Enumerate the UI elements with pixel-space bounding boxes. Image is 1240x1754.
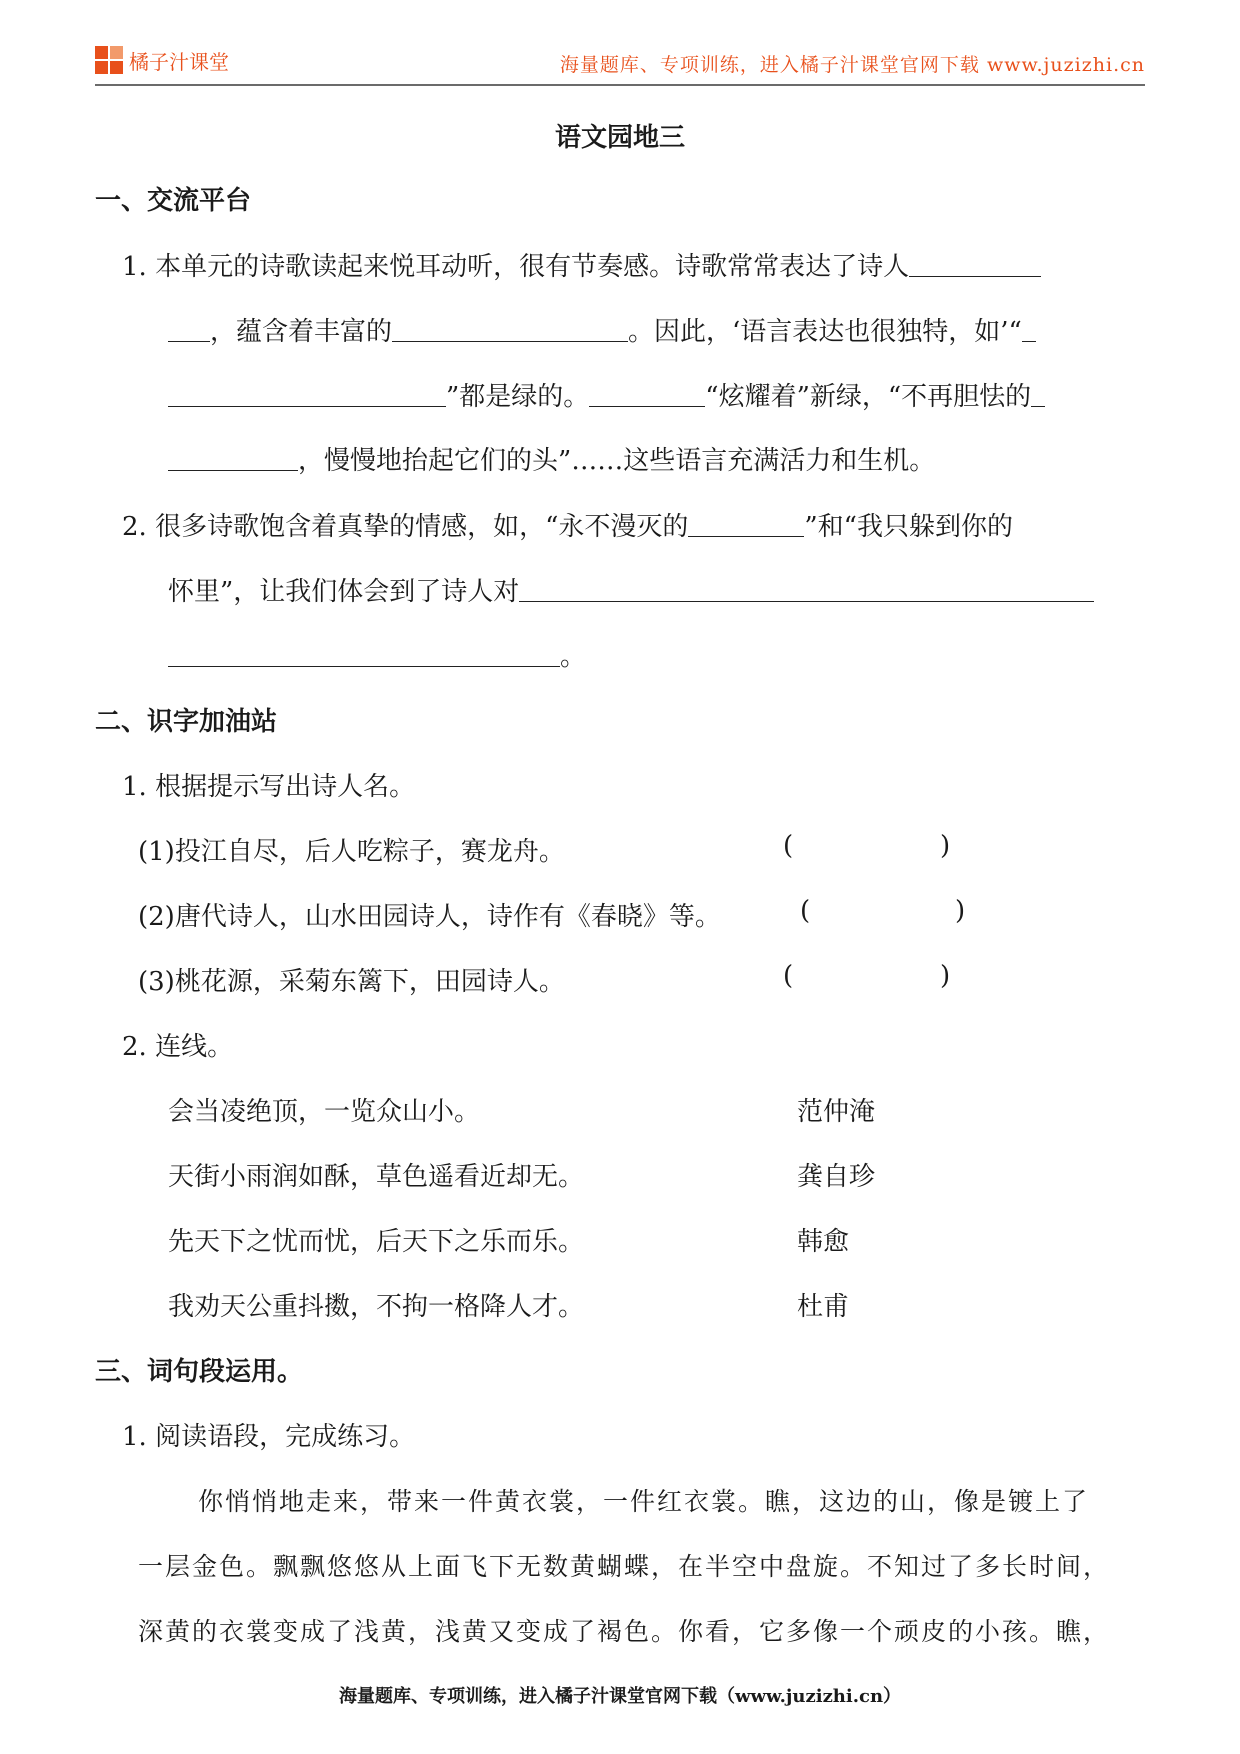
header-slogan[interactable]: 海量题库、专项训练，进入橘子汁课堂官网下载 www.juzizhi.cn xyxy=(559,54,1145,76)
prompt-item-2: (2)唐代诗人，山水田园诗人，诗作有《春晓》等。 xyxy=(138,902,721,932)
answer-blank[interactable] xyxy=(1031,380,1045,407)
question-text: ，慢慢地抬起它们的头”……这些语言充满活力和生机。 xyxy=(298,446,936,476)
poet-name[interactable]: 龚自珍 xyxy=(797,1162,876,1192)
question-2-line-2 xyxy=(168,571,1094,608)
answer-blank[interactable] xyxy=(168,315,210,342)
question-label: 1. 根据提示写出诗人名。 xyxy=(122,772,416,802)
question-text: 。 xyxy=(560,642,587,672)
poem-line[interactable]: 会当凌绝顶，一览众山小。 xyxy=(168,1097,481,1127)
question-label: 1. 阅读语段，完成练习。 xyxy=(122,1422,416,1452)
question-1-line-3 xyxy=(168,376,1045,413)
answer-blank[interactable] xyxy=(168,640,560,667)
question-text: ”和“我只躲到你的 xyxy=(804,512,1013,542)
logo-icon xyxy=(95,46,123,74)
prompt-item-1: (1)投江自尽，后人吃粽子，赛龙舟。 xyxy=(138,837,565,867)
answer-blank[interactable] xyxy=(688,510,804,537)
question-text: 1. 本单元的诗歌读起来悦耳动听，很有节奏感。诗歌常常表达了诗人 xyxy=(122,252,910,282)
poem-line[interactable]: 先天下之忧而忧，后天下之乐而乐。 xyxy=(168,1227,585,1257)
answer-field[interactable] xyxy=(817,893,950,927)
poet-name[interactable]: 杜甫 xyxy=(797,1292,850,1322)
answer-blank[interactable] xyxy=(589,380,705,407)
section-heading-2: 二、识字加油站 xyxy=(95,707,278,737)
header-divider xyxy=(95,84,1145,86)
section-heading-1: 一、交流平台 xyxy=(95,186,252,216)
answer-blank[interactable] xyxy=(168,444,298,471)
answer-blank[interactable] xyxy=(168,380,446,407)
paren-close: ) xyxy=(940,961,951,991)
paren-close: ) xyxy=(955,896,966,926)
page-title: 语文园地三 xyxy=(554,123,685,153)
reading-passage-line: 你悄悄地走来，带来一件黄衣裳，一件红衣裳。瞧，这边的山，像是镀上了 xyxy=(198,1487,1090,1516)
prompt-item-3: (3)桃花源，采菊东篱下，田园诗人。 xyxy=(138,967,565,997)
reading-passage-line: 深黄的衣裳变成了浅黄，浅黄又变成了褐色。你看，它多像一个顽皮的小孩。瞧， xyxy=(138,1617,1111,1646)
answer-field[interactable] xyxy=(800,958,935,992)
answer-blank[interactable] xyxy=(392,315,628,342)
page-header xyxy=(95,40,1145,82)
question-text: 2. 很多诗歌饱含着真挚的情感，如，“永不漫灭的 xyxy=(122,512,689,542)
answer-blank[interactable] xyxy=(1022,315,1036,342)
question-1-line-2 xyxy=(168,311,1036,348)
poem-line[interactable]: 天街小雨润如酥，草色遥看近却无。 xyxy=(168,1162,585,1192)
paren-open: ( xyxy=(783,831,794,861)
paren-close: ) xyxy=(940,831,951,861)
question-1-line-4 xyxy=(168,440,935,477)
question-2-line-1 xyxy=(122,506,1013,543)
paren-open: ( xyxy=(783,961,794,991)
poet-name[interactable]: 韩愈 xyxy=(797,1227,850,1257)
question-text: 。因此，‘语言表达也很独特，如’“ xyxy=(628,317,1022,347)
page-footer[interactable]: 海量题库、专项训练，进入橘子汁课堂官网下载（www.juzizhi.cn） xyxy=(338,1686,902,1707)
answer-blank[interactable] xyxy=(909,250,1041,277)
question-text: ，蕴含着丰富的 xyxy=(210,317,393,347)
poet-name[interactable]: 范仲淹 xyxy=(797,1097,876,1127)
question-text: ”都是绿的。 xyxy=(446,382,590,412)
question-1-line-1 xyxy=(122,246,1041,283)
poem-line[interactable]: 我劝天公重抖擞，不拘一格降人才。 xyxy=(168,1292,585,1322)
question-2-line-3 xyxy=(168,636,586,673)
question-text: 怀里”，让我们体会到了诗人对 xyxy=(168,577,520,607)
logo-text: 橘子汁课堂 xyxy=(129,50,229,74)
reading-passage-line: 一层金色。飘飘悠悠从上面飞下无数黄蝴蝶，在半空中盘旋。不知过了多长时间， xyxy=(138,1552,1111,1581)
answer-field[interactable] xyxy=(800,828,935,862)
question-text: “炫耀着”新绿，“不再胆怯的 xyxy=(705,382,1032,412)
question-label: 2. 连线。 xyxy=(122,1032,234,1062)
section-heading-3: 三、词句段运用。 xyxy=(95,1357,304,1387)
paren-open: ( xyxy=(800,896,811,926)
answer-blank[interactable] xyxy=(519,575,1094,602)
